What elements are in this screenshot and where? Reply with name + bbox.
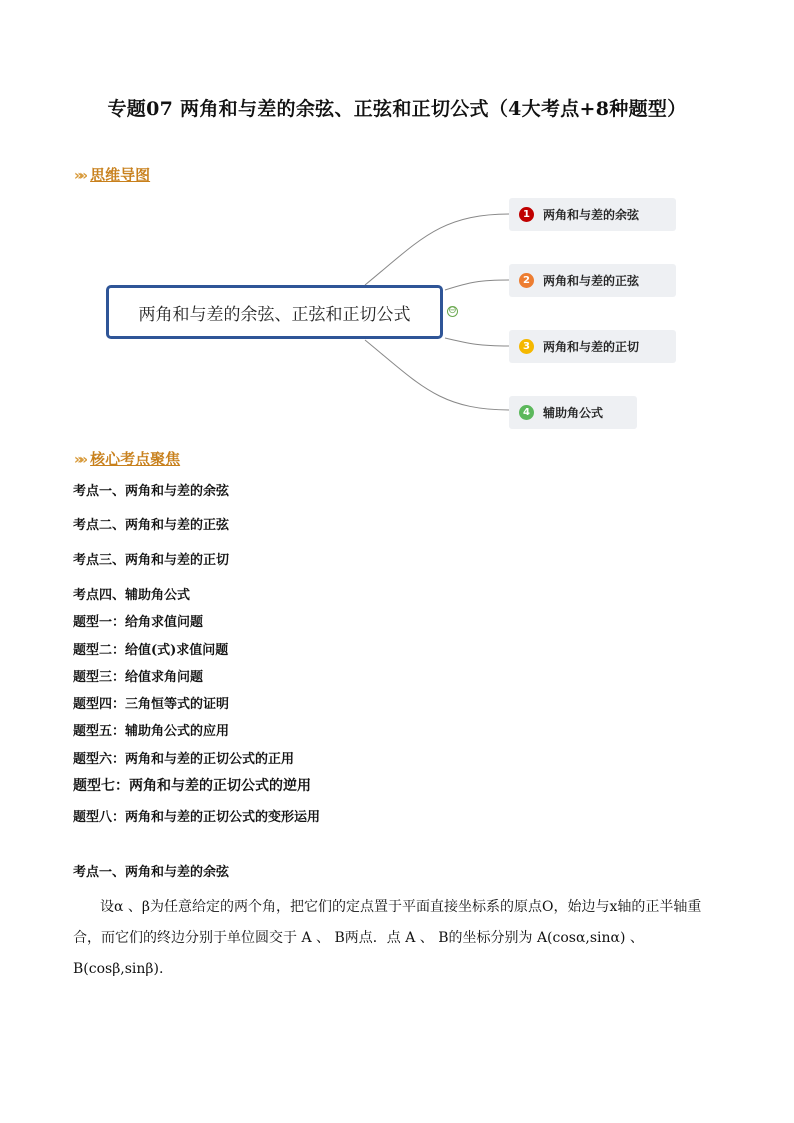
paragraph-line: 合，而它们的终边分别于单位圆交于 A 、 B两点．点 A 、 B的坐标分别为 A(cosα,sinα) 、: [73, 930, 644, 946]
mindmap-root[interactable]: [106, 285, 443, 339]
outline-item: 考点三、两角和与差的正切: [73, 553, 230, 568]
paragraph-line: 设α 、β为任意给定的两个角，把它们的定点置于平面直接坐标系的原点O，始边与x轴的正半轴重: [100, 899, 702, 915]
connector-3: [445, 338, 510, 346]
connector-2: [445, 280, 510, 290]
number-badge-icon: 1: [519, 207, 534, 222]
double-chevron-icon: »»: [74, 168, 85, 184]
number-badge-icon: 3: [519, 339, 534, 354]
double-chevron-icon: »»: [74, 452, 85, 468]
section-label: 核心考点聚焦: [90, 450, 181, 468]
number-badge-icon: 2: [519, 273, 534, 288]
page-title: 专题07 两角和与差的余弦、正弦和正切公式（4大考点+8种题型）: [107, 98, 687, 120]
outline-item: 题型五：辅助角公式的应用: [73, 724, 230, 739]
section-label: 思维导图: [90, 166, 151, 184]
mindmap-node-label: 两角和与差的正切: [543, 340, 640, 354]
mindmap-node-label: 两角和与差的正弦: [543, 274, 640, 288]
subsection-title: 考点一、两角和与差的余弦: [73, 865, 230, 880]
outline-item: 题型六：两角和与差的正切公式的正用: [73, 752, 295, 767]
mindmap-node-label: 两角和与差的余弦: [543, 208, 640, 222]
connector-1: [365, 214, 510, 285]
mindmap-node-4[interactable]: [509, 396, 637, 429]
mindmap-node-3[interactable]: [509, 330, 676, 363]
outline-item: 考点一、两角和与差的余弦: [73, 484, 230, 499]
connector-4: [365, 340, 510, 410]
outline-item: 考点二、两角和与差的正弦: [73, 518, 230, 533]
outline-item: 题型八：两角和与差的正切公式的变形运用: [73, 810, 321, 825]
outline-item: 题型四：三角恒等式的证明: [73, 697, 230, 712]
number-badge-icon: 4: [519, 405, 534, 420]
paragraph-line: B(cosβ,sinβ).: [73, 961, 164, 977]
mindmap-node-label: 辅助角公式: [543, 406, 604, 420]
outline-item: 题型三：给值求角问题: [73, 670, 204, 685]
outline-item: 考点四、辅助角公式: [73, 588, 191, 603]
collapse-icon[interactable]: ⊖: [448, 305, 457, 316]
outline-item: 题型二：给值(式)求值问题: [73, 643, 229, 658]
outline-item: 题型一：给角求值问题: [73, 615, 204, 630]
mindmap-node-2[interactable]: [509, 264, 676, 297]
section-heading-core: [74, 448, 180, 469]
mindmap-root-label: 两角和与差的余弦、正弦和正切公式: [138, 304, 411, 325]
outline-item: 题型七：两角和与差的正切公式的逆用: [73, 778, 311, 794]
mindmap-node-1[interactable]: [509, 198, 676, 231]
